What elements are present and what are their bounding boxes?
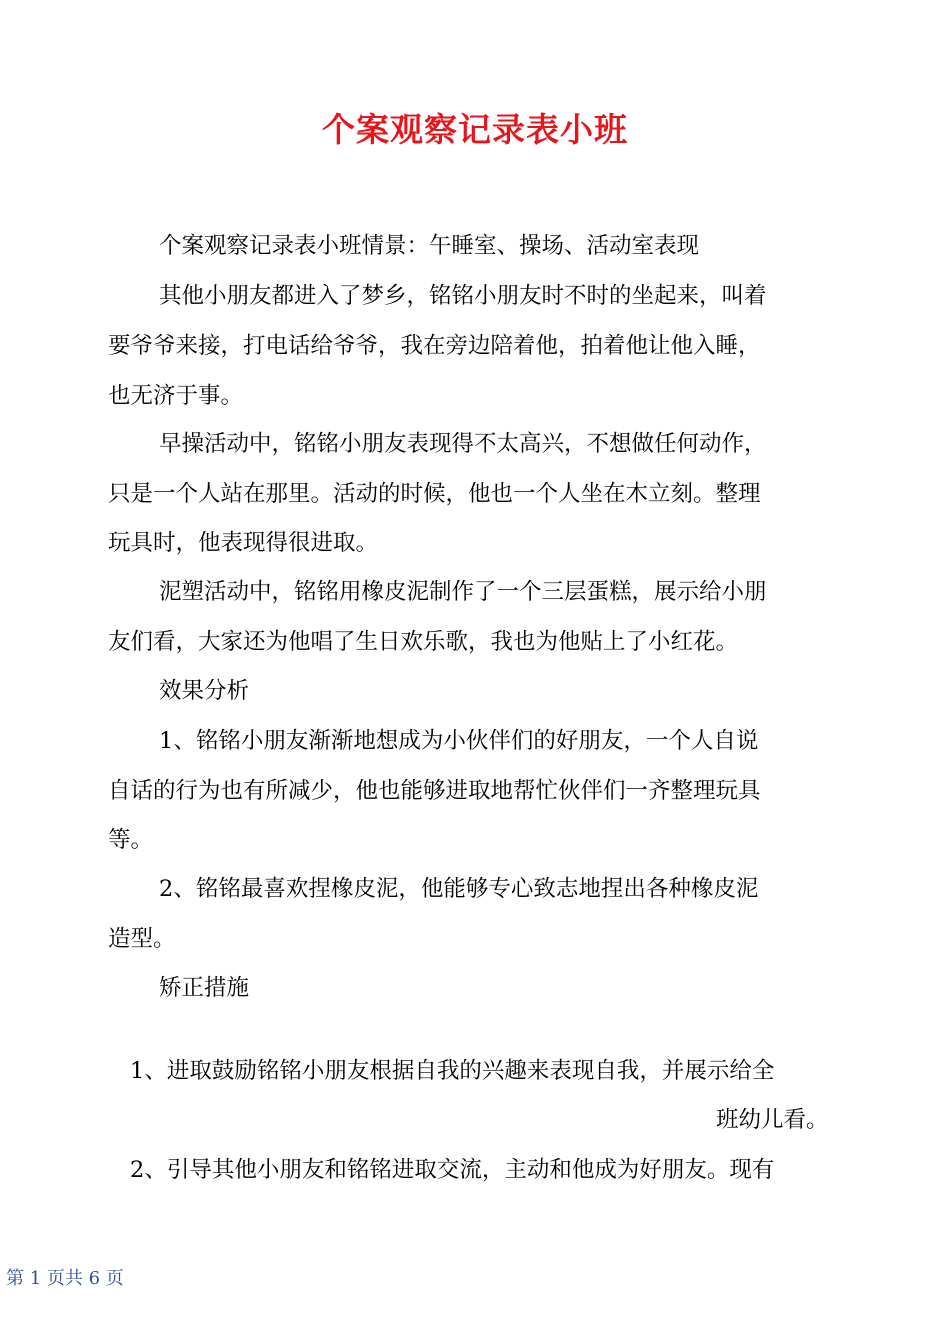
- paragraph-line: 其他小朋友都进入了梦乡，铭铭小朋友时不时的坐起来，叫着: [159, 283, 767, 309]
- paragraph-line: 1、进取鼓励铭铭小朋友根据自我的兴趣来表现自我，并展示给全: [130, 1058, 775, 1084]
- paragraph-line: 造型。: [108, 926, 176, 952]
- paragraph-line: 自话的行为也有所减少，他也能够进取地帮忙伙伴们一齐整理玩具: [108, 778, 761, 804]
- paragraph-line: 要爷爷来接，打电话给爷爷，我在旁边陪着他，拍着他让他入睡，: [108, 333, 761, 359]
- paragraph-line: 2、引导其他小朋友和铭铭进取交流，主动和他成为好朋友。现有: [130, 1157, 775, 1183]
- paragraph-line: 早操活动中，铭铭小朋友表现得不太高兴，不想做任何动作，: [159, 431, 767, 457]
- paragraph-line: 等。: [108, 827, 154, 853]
- paragraph-line: 2、铭铭最喜欢捏橡皮泥，他能够专心致志地捏出各种橡皮泥: [159, 876, 759, 902]
- page-footer: 第 1 页共 6 页: [6, 1268, 124, 1289]
- paragraph-line: 玩具时，他表现得很进取。: [108, 530, 379, 556]
- section-heading: 矫正措施: [159, 975, 250, 1001]
- paragraph-line: 友们看，大家还为他唱了生日欢乐歌，我也为他贴上了小红花。: [108, 629, 739, 655]
- document-title: 个案观察记录表小班: [322, 110, 628, 149]
- paragraph-line: 泥塑活动中，铭铭用橡皮泥制作了一个三层蛋糕，展示给小朋: [159, 579, 767, 605]
- paragraph-line: 也无济于事。: [108, 383, 244, 409]
- paragraph-line: 只是一个人站在那里。活动的时候，他也一个人坐在木立刻。整理: [108, 481, 761, 507]
- section-heading: 效果分析: [159, 678, 250, 704]
- paragraph-line: 班幼儿看。: [716, 1107, 829, 1133]
- paragraph-line: 个案观察记录表小班情景：午睡室、操场、活动室表现: [159, 233, 700, 259]
- paragraph-line: 1、铭铭小朋友渐渐地想成为小伙伴们的好朋友，一个人自说: [159, 728, 759, 754]
